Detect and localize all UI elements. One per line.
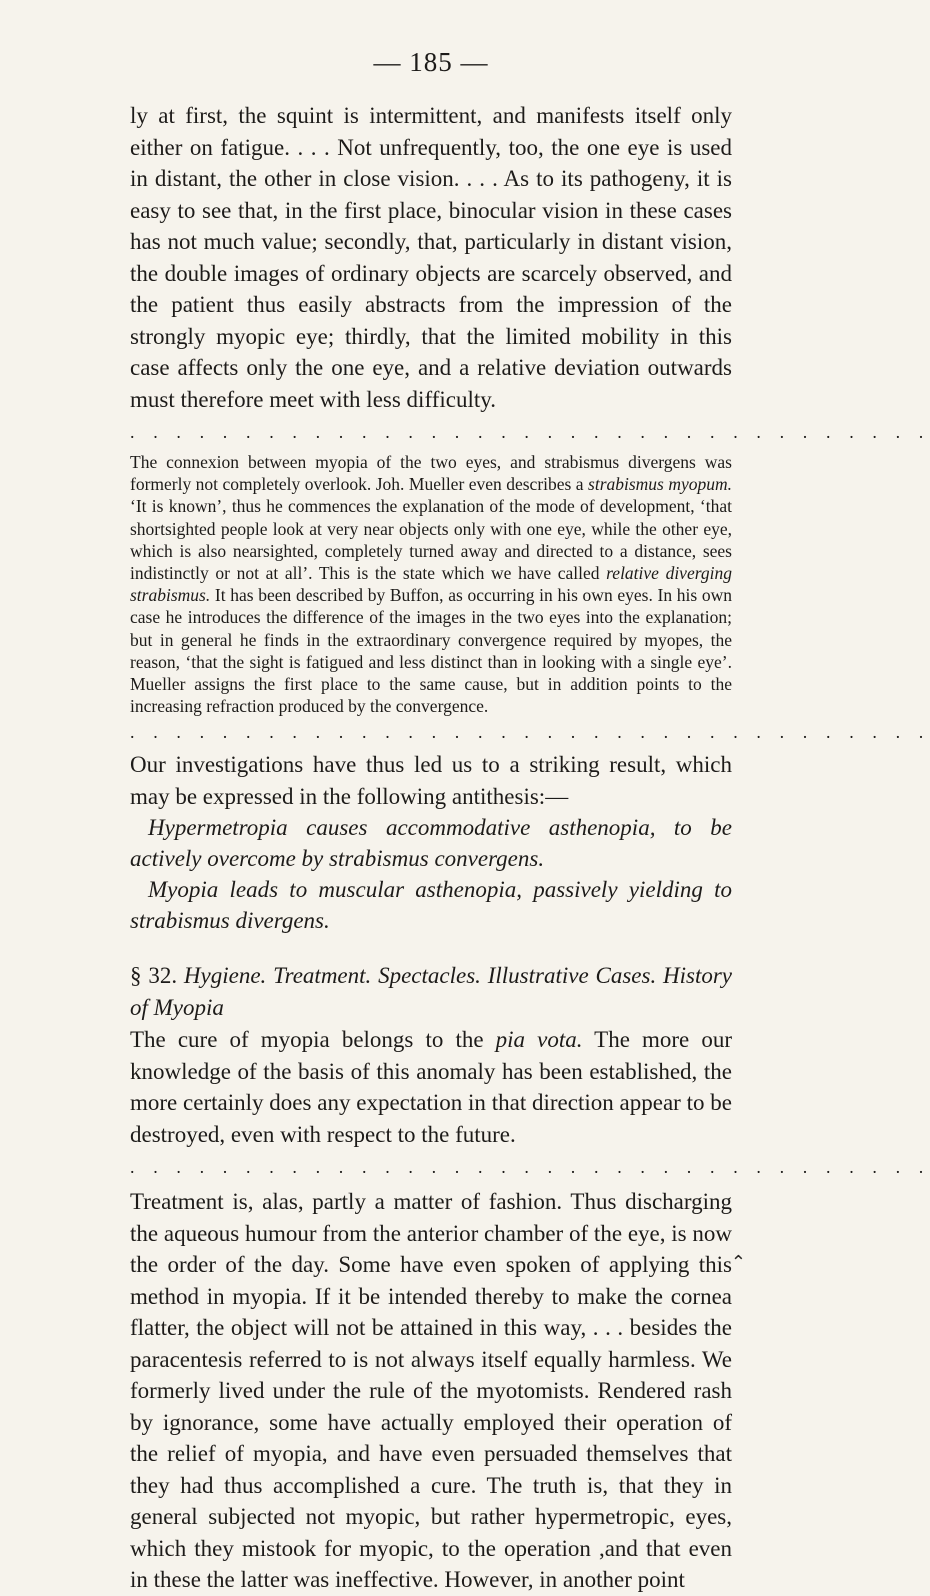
section-heading: [130, 960, 732, 1024]
paragraph-antithesis-intro: Our investigations have thus led us to a striking result, which may be expressed in the following antithesis:—: [130, 752, 732, 809]
italic-term-relative-diverging: relative diverging strabismus.: [130, 563, 732, 606]
quoted-paragraph-mueller: [130, 451, 732, 717]
paragraph-squint: ly at first, the squint is intermittent, and manifests itself only either on fatigue. . . . Not unfrequently, too, the one eye is used in distant, the other in close vision. . . . As to its pathogeny, it is easy to see that, in the first place, binocular vision in these cases has not much value; secondly, that, particularly in distant vision, the double images of ordinary objects are scarcely observed, and the patient thus easily abstracts from the impression of the strongly myopic eye; thirdly, that the limited mobility in this case affects only the one eye, and a relative deviation outwards must therefore meet with less difficulty.: [130, 103, 732, 412]
ellipsis-separator-1: . . . . . . . . . . . . . . . . . . . . . . . . . . . . . . . . . . .: [130, 422, 930, 442]
thesis-hypermetropia: Hypermetropia causes accommodative asthenopia, to be actively overcome by strabismus convergens.: [130, 815, 732, 872]
section-title: Hygiene. Treatment. Spectacles. Illustrative Cases. History of Myopia: [130, 963, 733, 1021]
section-symbol: § 32.: [130, 963, 178, 989]
ellipsis-separator-3: . . . . . . . . . . . . . . . . . . . . . . . . . . . . . . . . . . .: [130, 1157, 930, 1178]
text-run: ‘It is known’, thus he commences the explanation of the mode of development, ‘that shortsighted people look at very near objects only with one eye, while the other eye, which is also nearsighted, completely turned away and directed to a distance, sees indistinctly or not at all’. This is the state which we have called: [130, 496, 732, 584]
text-run: The cure of myopia belongs to the: [130, 1027, 496, 1053]
italic-term-strabismus-myopum: strabismus myopum.: [588, 474, 732, 495]
corner-mark: ⌃: [730, 1252, 746, 1272]
paragraph-treatment: Treatment is, alas, partly a matter of fashion. Thus discharging the aqueous humour from the anterior chamber of the eye, is now the order of the day. Some have even spoken of applying this method in myopia. If it be intended thereby to make the cornea flatter, the object will not be attained in this way, . . . besides the paracentesis referred to is not always itself equally harmless. We formerly lived under the rule of the myotomists. Rendered rash by ignorance, some have actually employed their operation of the relief of myopia, and have even persuaded themselves that they had thus accomplished a cure. The truth is, that they in general subjected not myopic, but rather hypermetropic, eyes, which they mistook for myopic, to the operation ,and that even in these the latter was ineffective. However, in another point: [130, 1189, 732, 1593]
ellipsis-separator-2: . . . . . . . . . . . . . . . . . . . . . . . . . . . . . . . . . . .: [130, 722, 930, 743]
italic-term-pia-vota: pia vota.: [495, 1027, 583, 1053]
text-run: The connexion between myopia of the two eyes, and strabismus divergens was formerly not completely overlook. Joh. Mueller even describes a: [130, 452, 732, 495]
thesis-myopia: Myopia leads to muscular asthenopia, passively yielding to strabismus divergens.: [130, 877, 732, 934]
text-run: The more our knowledge of the basis of this anomaly has been established, the more certainly does any expectation in that direction appear to be destroyed, even with respect to the future.: [130, 1027, 732, 1147]
text-run: It has been described by Buffon, as occurring in his own eyes. In his own case he introduces the difference of the images in the two eyes into the explanation; but in general he finds in the extraordinary convergence required by myopes, the reason, ‘that the sight is fatigued and less distinct than in looking with a single eye’. Mueller assigns the first place to the same cause, but in addition points to the increasing refraction produced by the convergence.: [130, 585, 732, 717]
page-number: — 185 —: [373, 47, 489, 77]
paragraph-cure: [130, 1024, 732, 1150]
